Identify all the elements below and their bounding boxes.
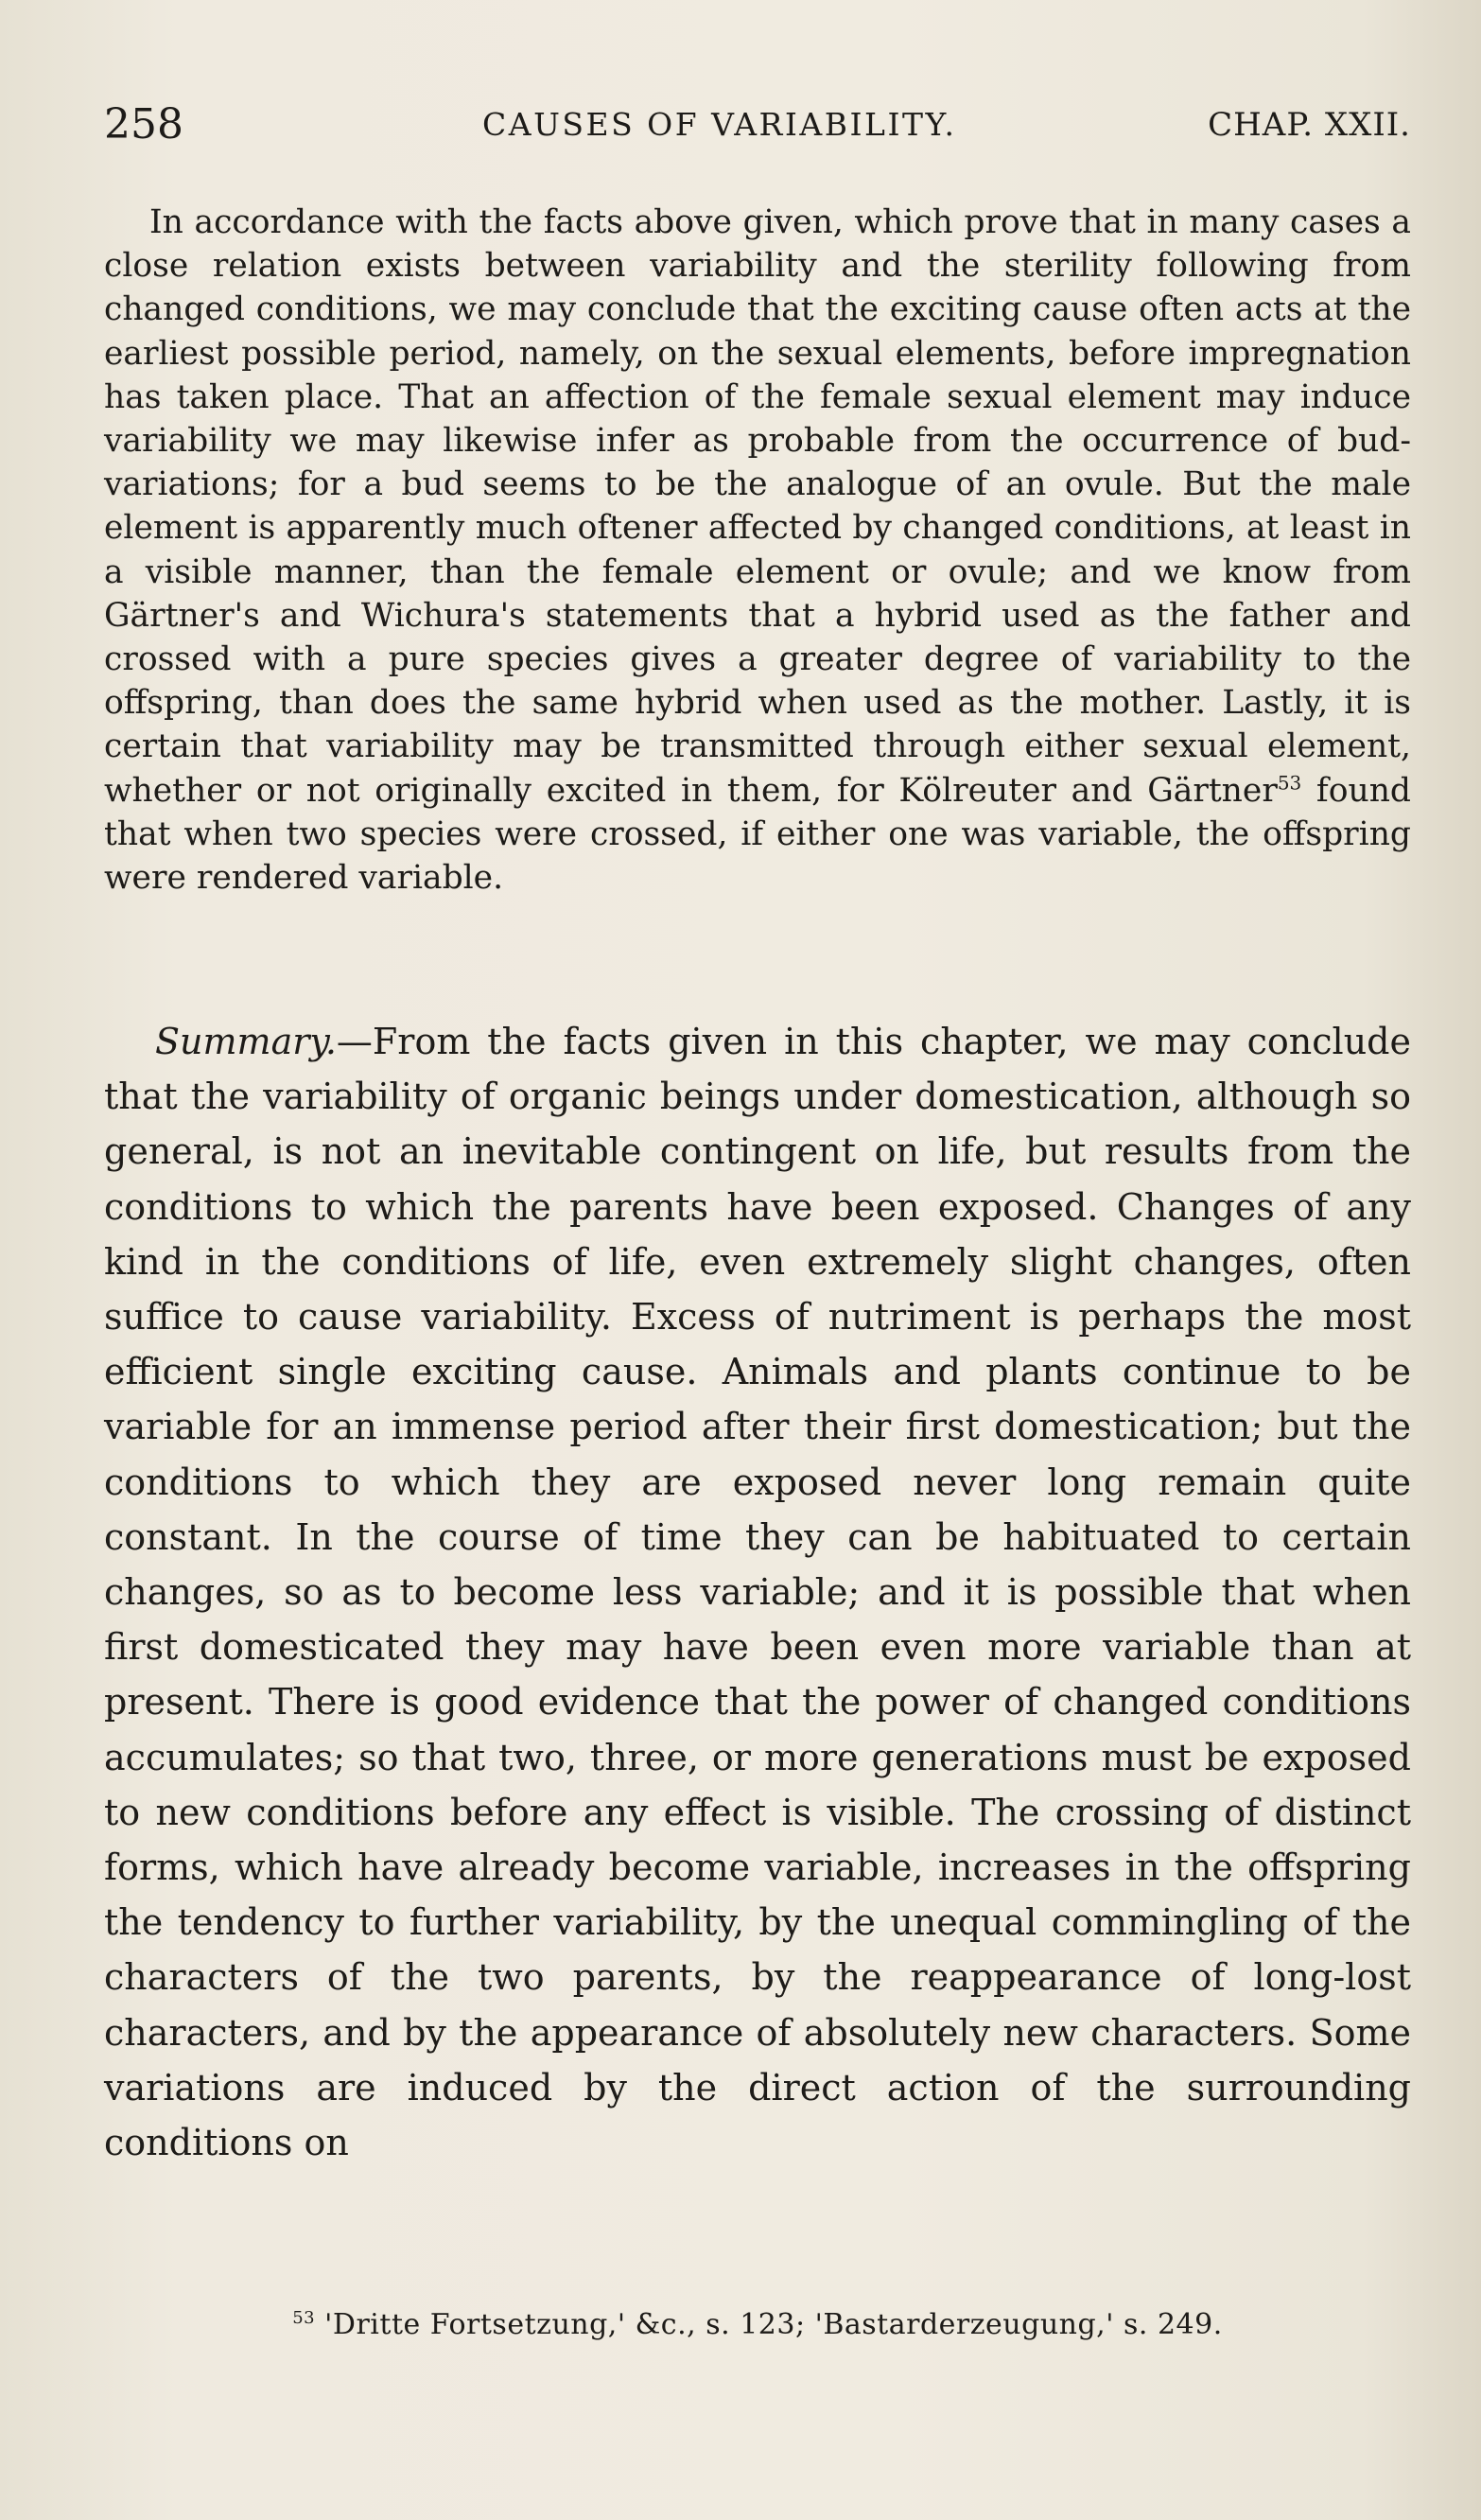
chapter-label: CHAP. XXII. xyxy=(1208,106,1411,144)
paragraph-1-text-a: In accordance with the facts above given, which prove that in many cases a close relation exists between variability and the sterility following from changed conditions, we may conclude that the exciting cause often acts at the earliest possible period, namely, on the sexual elements, before impregnation has taken place. That an affection of the female sexual element may induce variability we may likewise infer as probable from the occurrence of bud-variations; for a bud seems to be the analogue of an ovule. But the male element is apparently much oftener affected by changed conditions, at least in a visible manner, than the female element or ovule; and we know from Gärtner's and Wichura's statements that a hybrid used as the father and crossed with a pure species gives a greater degree of variability to the offspring, than does the same hybrid when used as the mother. Lastly, it is certain that variability may be transmitted through either sexual element, whether or not originally excited in them, for Kölreuter and Gärtner xyxy=(104,203,1411,810)
running-header xyxy=(104,96,1411,153)
footnote-number: 53 xyxy=(292,2308,316,2328)
body-paragraph-1 xyxy=(104,201,1411,900)
summary-lead: Summary. xyxy=(155,1021,337,1062)
running-title: CAUSES OF VARIABILITY. xyxy=(482,106,957,143)
footnote-reference: 53 xyxy=(1277,771,1302,795)
footnote-text: 'Dritte Fortsetzung,' &c., s. 123; 'Bastarderzeugung,' s. 249. xyxy=(315,2308,1223,2341)
summary-text: —From the facts given in this chapter, we may conclude that the variability of organic beings under domestication, although so general, is not an inevitable contingent on life, but results from the conditions to which the parents have been exposed. Changes of any kind in the conditions of life, even extremely slight changes, often suffice to cause variability. Excess of nutriment is perhaps the most efficient single exciting cause. Animals and plants continue to be variable for an immense period after their first domestication; but the conditions to which they are exposed never long remain quite constant. In the course of time they can be habituated to certain changes, so as to become less variable; and it is possible that when first domesticated they may have been even more variable than at present. There is good evidence that the power of changed conditions accumulates; so that two, three, or more generations must be exposed to new conditions before any effect is visible. The crossing of distinct forms, which have already become variable, increases in the offspring the tendency to further variability, by the unequal commingling of the characters of the two parents, by the reappearance of long-lost characters, and by the appearance of absolutely new characters. Some variations are induced by the direct action of the surrounding conditions on xyxy=(104,1021,1411,2164)
page-number: 258 xyxy=(104,100,183,149)
paragraph-1-text-b: found that when two species were crossed, if either one was variable, the offspring were rendered variable. xyxy=(104,771,1411,898)
footnote xyxy=(104,2308,1411,2341)
summary-paragraph xyxy=(104,1014,1411,2170)
